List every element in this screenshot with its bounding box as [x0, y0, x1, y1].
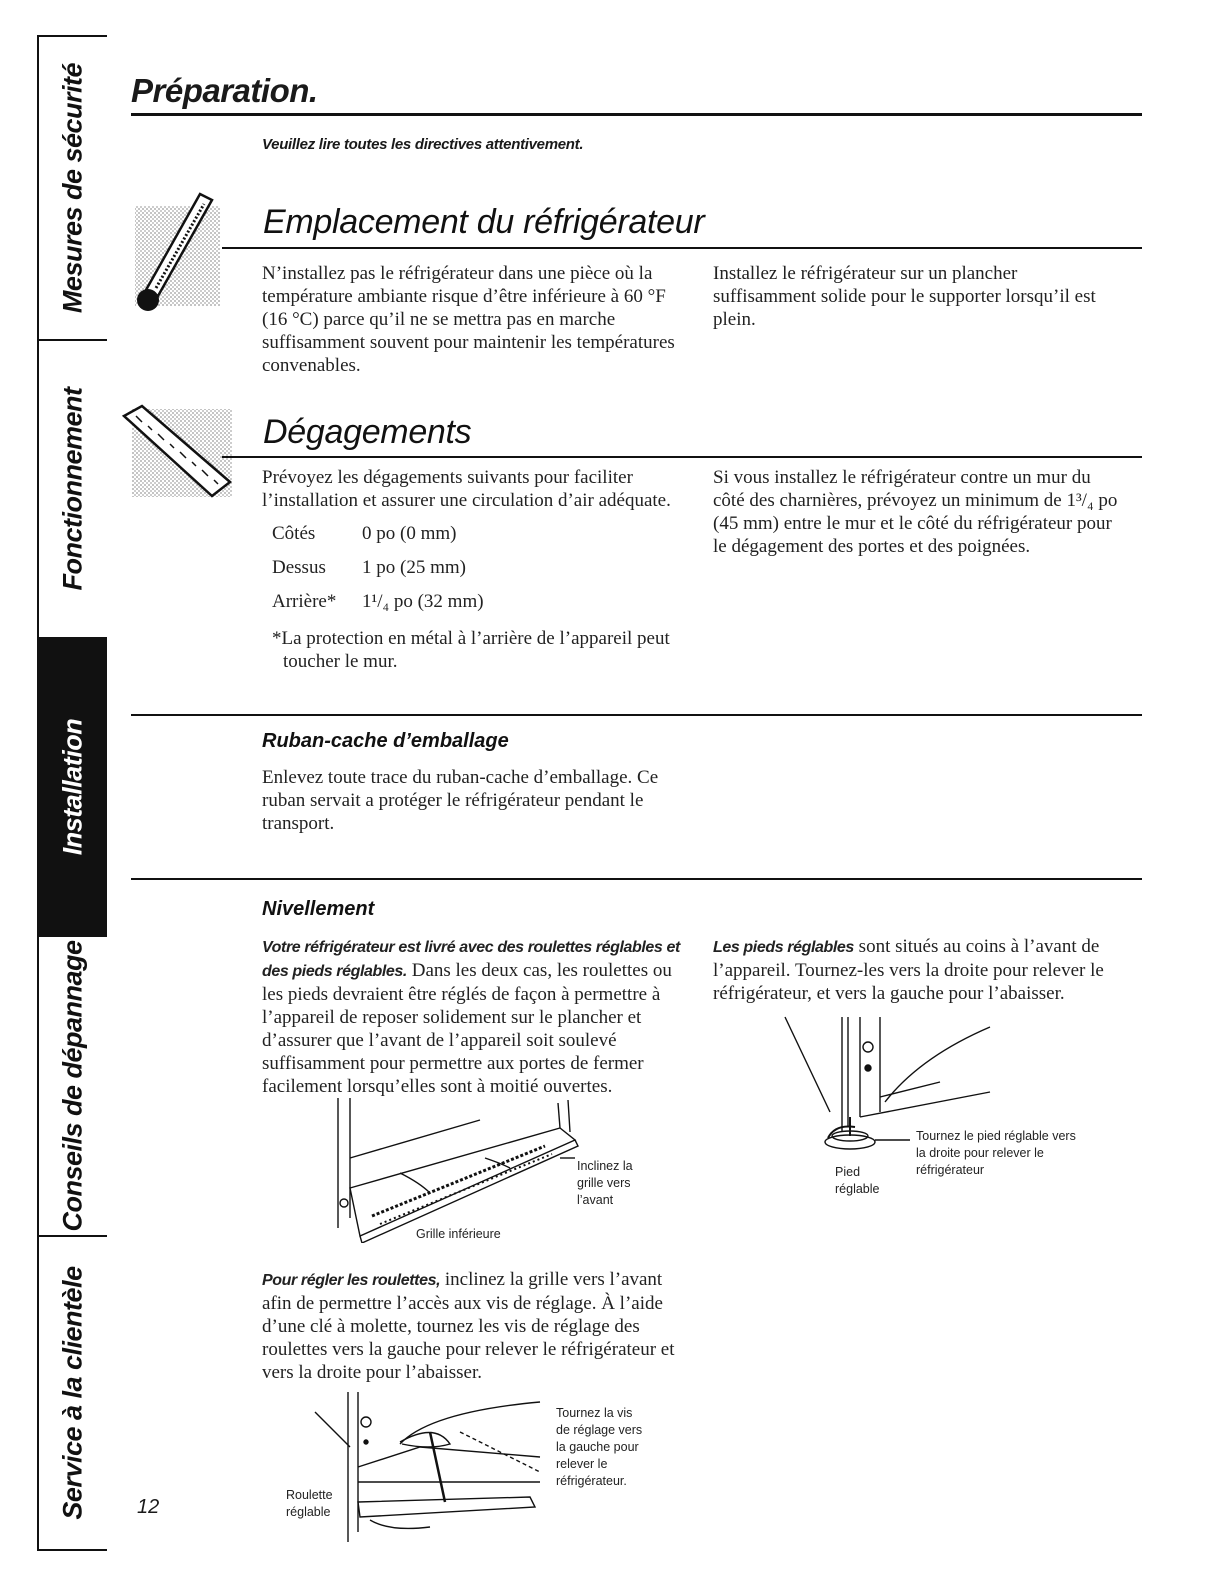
- tab-troubleshooting[interactable]: [39, 937, 107, 1237]
- tape-heading: Ruban-cache d’emballage: [262, 730, 509, 752]
- table-row: [272, 522, 484, 556]
- screw-turn-label: Tournez la vis de réglage vers la gauche pour relever le réfrigérateur.: [556, 1406, 643, 1488]
- clearances-heading: Dégagements: [263, 413, 472, 451]
- leveling-left-body: Dans les deux cas, les roulettes ou les pieds devraient être réglés de façon à permettre à l’appareil de reposer solidement sur le plancher et d’assurer que l’avant de l’appareil soit soulevé suffisamment pour permettre aux portes de fermer facilement lorsqu’elles sont à moitié ouvertes.: [262, 960, 672, 1097]
- tab-safety[interactable]: [39, 37, 107, 341]
- tab-label: Service à la clientèle: [57, 1266, 88, 1520]
- grille-illustration: [320, 1098, 590, 1243]
- grille-tilt-label: Inclinez la grille vers l’avant: [577, 1159, 633, 1207]
- tape-rule: [131, 714, 1142, 716]
- clearance-label: Côtés: [272, 523, 316, 544]
- clearances-intro: Prévoyez les dégagements suivants pour faciliter l’installation et assurer une circulation d’air adéquate.: [262, 467, 671, 511]
- clearance-value: 1 po (25 mm): [362, 557, 466, 578]
- rollers-lead: Pour régler les roulettes,: [262, 1272, 441, 1289]
- page-subtitle: Veuillez lire toutes les directives attentivement.: [262, 136, 584, 153]
- foot-label: Pied réglable: [835, 1165, 880, 1196]
- location-heading: Emplacement du réfrigérateur: [263, 203, 705, 241]
- leveling-left-lead: Votre réfrigérateur est livré avec des roulettes réglables et des pieds réglables.: [262, 939, 680, 980]
- clearances-footnote: *La protection en métal à l’arrière de l’appareil peut toucher le mur.: [272, 628, 670, 672]
- page-number: 12: [137, 1496, 160, 1518]
- feet-body: sont situés au coins à l’avant de l’appareil. Tournez-les vers la droite pour relever le réfrigérateur, et vers la gauche pour l’abaisser.: [713, 936, 1104, 1004]
- rollers-body: inclinez la grille vers l’avant afin de permettre l’accès aux vis de réglage. À l’aide d’une clé à molette, tournez les vis de réglage des roulettes vers la gauche pour relever le réfrigérateur et vers la droite pour l’abaisser.: [262, 1269, 675, 1383]
- feet-text: [713, 935, 1133, 1005]
- section-tabs: [37, 35, 107, 1551]
- page-title: Préparation.: [131, 72, 318, 109]
- tab-label: Fonctionnement: [57, 387, 88, 591]
- tab-label: Installation: [57, 718, 88, 856]
- leveling-heading: Nivellement: [262, 898, 375, 920]
- feet-lead: Les pieds réglables: [713, 939, 854, 956]
- ruler-icon: [112, 404, 237, 502]
- tab-customer-service[interactable]: [39, 1237, 107, 1549]
- clearance-value: 0 po (0 mm): [362, 523, 457, 544]
- location-left-text: N’installez pas le réfrigérateur dans une pièce où la température ambiante risque d’être inférieure à 60 °F (16 °C) parce qu’il ne se mettra pas en marche suffisamment souvent pour maintenir les températures convenables.: [262, 263, 675, 376]
- thermometer-icon: [130, 188, 225, 318]
- clearances-right-text: Si vous installez le réfrigérateur contre un mur du côté des charnières, prévoyez un minimum de 1³/₄ po (45 mm) entre le mur et le côté du réfrigérateur pour le dégagement des portes et des poignées.: [713, 467, 1118, 557]
- tab-installation[interactable]: [39, 639, 107, 937]
- leveling-rule: [131, 878, 1142, 880]
- rollers-text: [262, 1268, 692, 1384]
- foot-turn-label: Tournez le pied réglable vers la droite pour relever le réfrigérateur: [916, 1129, 1076, 1177]
- leveling-left-text: [262, 935, 692, 1098]
- clearances-table: [272, 522, 484, 624]
- location-right-text: Installez le réfrigérateur sur un plancher suffisamment solide pour le supporter lorsqu’il est plein.: [713, 263, 1096, 330]
- roller-label: Roulette réglable: [286, 1488, 333, 1519]
- tab-label: Mesures de sécurité: [57, 62, 88, 314]
- table-row: [272, 556, 484, 590]
- clearance-value: 1¹/₄ po (32 mm): [362, 591, 484, 612]
- tab-label: Conseils de dépannage: [57, 940, 88, 1232]
- tab-operation[interactable]: [39, 341, 107, 639]
- roller-illustration: [310, 1392, 550, 1542]
- grille-label: Grille inférieure: [416, 1227, 501, 1241]
- clearance-label: Dessus: [272, 557, 326, 578]
- tape-text: Enlevez toute trace du ruban-cache d’emballage. Ce ruban servait a protéger le réfrigérateur pendant le transport.: [262, 767, 659, 834]
- clearance-label: Arrière*: [272, 591, 337, 612]
- table-row: [272, 590, 484, 624]
- clearances-rule: [222, 456, 1142, 458]
- location-rule: [222, 247, 1142, 249]
- title-rule: [131, 113, 1142, 116]
